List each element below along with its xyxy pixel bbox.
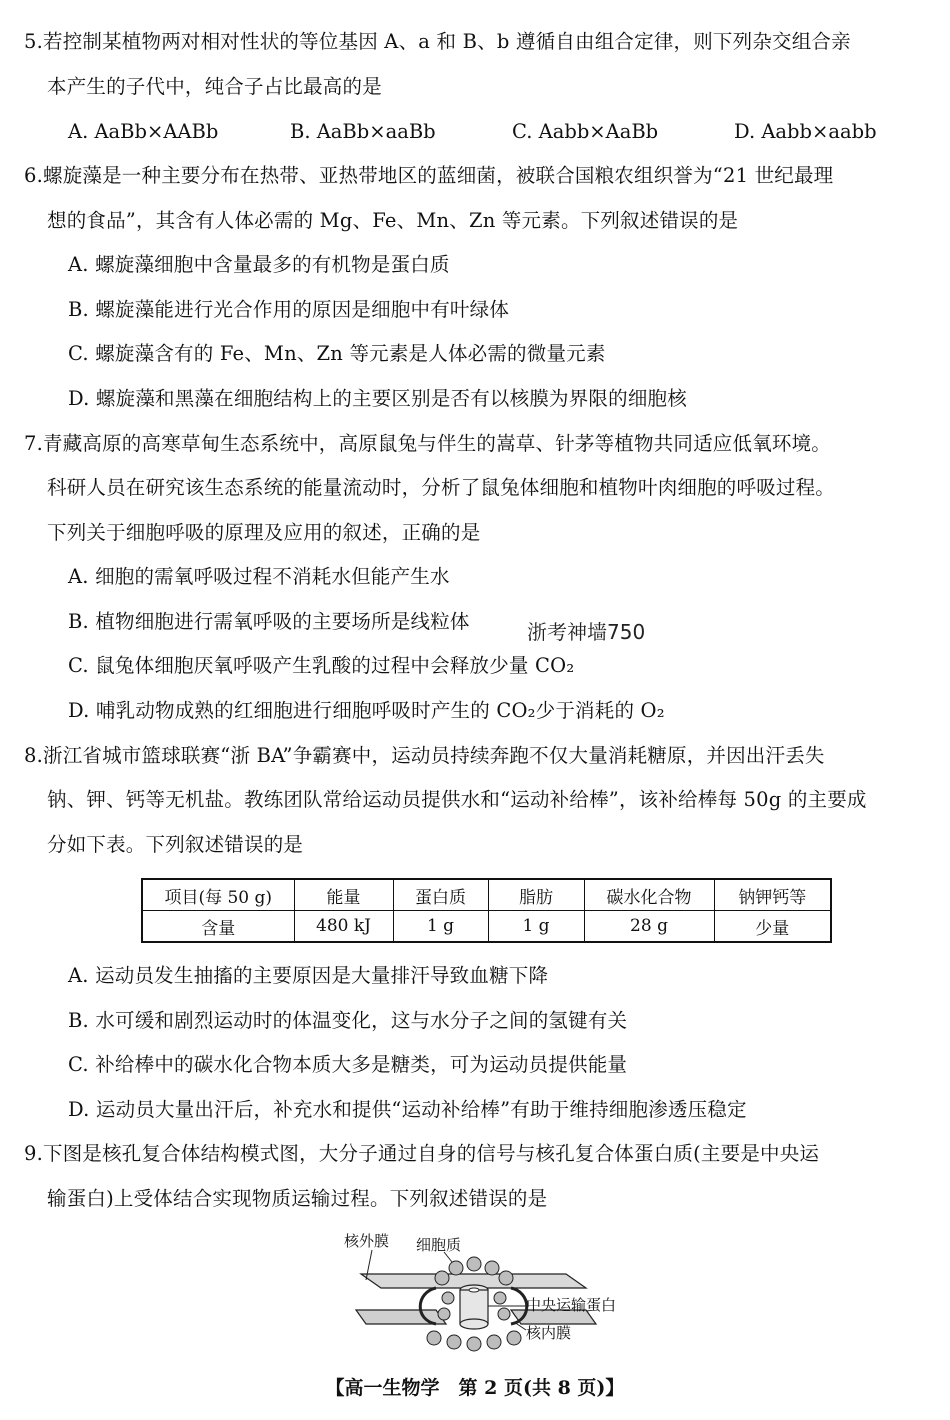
table-header-cell: 碳水化合物 bbox=[584, 879, 714, 911]
q6-option-d: D. 螺旋藻和黑藻在细胞结构上的主要区别是否有以核膜为界限的细胞核 bbox=[68, 387, 687, 410]
q7-option-c: C. 鼠兔体细胞厌氧呼吸产生乳酸的过程中会释放少量 CO₂ bbox=[68, 654, 575, 677]
q8-stem-line2: 钠、钾、钙等无机盐。教练团队常给运动员提供水和“运动补给棒”，该补给棒每 50g 的主要成 bbox=[47, 788, 867, 811]
q8-option-d: D. 运动员大量出汗后，补充水和提供“运动补给棒”有助于维持细胞渗透压稳定 bbox=[68, 1098, 747, 1121]
central-protein-bottom bbox=[460, 1319, 488, 1329]
table-cell: 少量 bbox=[714, 911, 831, 943]
label-central-protein: 中央运输蛋白 bbox=[526, 1296, 617, 1314]
q9-stem-line1: 9.下图是核孔复合体结构模式图，大分子通过自身的信号与核孔复合体蛋白质(主要是中央运 bbox=[24, 1142, 820, 1165]
nutrition-table bbox=[141, 878, 832, 943]
table-header-cell: 能量 bbox=[294, 879, 393, 911]
central-protein-channel bbox=[469, 1288, 479, 1292]
q5-stem-line2: 本产生的子代中，纯合子占比最高的是 bbox=[47, 75, 382, 98]
table-cell: 1 g bbox=[393, 911, 488, 943]
q5-options bbox=[0, 120, 950, 144]
q9-stem-line2: 输蛋白)上受体结合实现物质运输过程。下列叙述错误的是 bbox=[47, 1187, 548, 1210]
table-row bbox=[142, 911, 831, 943]
q5-stem-line1: 5.若控制某植物两对相对性状的等位基因 A、a 和 B、b 遵循自由组合定律，则下列杂交组合亲 bbox=[24, 30, 851, 53]
page-footer: 【高一生物学 第 2 页(共 8 页)】 bbox=[325, 1377, 625, 1399]
nuclear-pore-diagram bbox=[336, 1230, 636, 1355]
q7-stem-line1: 7.青藏高原的高寒草甸生态系统中，高原鼠兔与伴生的嵩草、针茅等植物共同适应低氧环境。 bbox=[24, 432, 832, 455]
table-header-cell: 项目(每 50 g) bbox=[142, 879, 294, 911]
q6-option-b: B. 螺旋藻能进行光合作用的原因是细胞中有叶绿体 bbox=[68, 298, 510, 321]
q6-stem-line1: 6.螺旋藻是一种主要分布在热带、亚热带地区的蓝细菌，被联合国粮农组织誉为“21 世纪最理 bbox=[24, 164, 834, 187]
table-cell: 480 kJ bbox=[294, 911, 393, 943]
label-cytoplasm: 细胞质 bbox=[416, 1236, 462, 1254]
table-cell: 28 g bbox=[584, 911, 714, 943]
q6-option-a: A. 螺旋藻细胞中含量最多的有机物是蛋白质 bbox=[68, 253, 450, 276]
table-header-cell: 蛋白质 bbox=[393, 879, 488, 911]
q8-stem-line1: 8.浙江省城市篮球联赛“浙 BA”争霸赛中，运动员持续奔跑不仅大量消耗糖原，并因出汗丢失 bbox=[24, 744, 825, 767]
q7-stem-line2: 科研人员在研究该生态系统的能量流动时，分析了鼠兔体细胞和植物叶肉细胞的呼吸过程。 bbox=[47, 476, 836, 499]
table-cell: 1 g bbox=[488, 911, 584, 943]
q8-stem-line3: 分如下表。下列叙述错误的是 bbox=[47, 833, 304, 856]
q7-option-b: B. 植物细胞进行需氧呼吸的主要场所是线粒体 bbox=[68, 610, 470, 633]
q6-option-c: C. 螺旋藻含有的 Fe、Mn、Zn 等元素是人体必需的微量元素 bbox=[68, 342, 606, 365]
q5-option-c: C. Aabb×AaBb bbox=[512, 120, 659, 143]
q5-option-d: D. Aabb×aabb bbox=[734, 120, 877, 143]
table-cell: 含量 bbox=[142, 911, 294, 943]
q6-stem-line2: 想的食品”，其含有人体必需的 Mg、Fe、Mn、Zn 等元素。下列叙述错误的是 bbox=[47, 209, 739, 232]
q7-option-d: D. 哺乳动物成熟的红细胞进行细胞呼吸时产生的 CO₂少于消耗的 O₂ bbox=[68, 699, 665, 722]
label-inner-membrane: 核内膜 bbox=[526, 1324, 572, 1342]
table-header-cell: 钠钾钙等 bbox=[714, 879, 831, 911]
q7-stem-line3: 下列关于细胞呼吸的原理及应用的叙述，正确的是 bbox=[47, 521, 481, 544]
label-outer-membrane: 核外膜 bbox=[344, 1232, 390, 1250]
q8-option-b: B. 水可缓和剧烈运动时的体温变化，这与水分子之间的氢键有关 bbox=[68, 1009, 628, 1032]
q8-option-c: C. 补给棒中的碳水化合物本质大多是糖类，可为运动员提供能量 bbox=[68, 1053, 628, 1076]
q5-option-b: B. AaBb×aaBb bbox=[290, 120, 436, 143]
watermark-text: 浙考神墙750 bbox=[527, 620, 646, 644]
table-header-row bbox=[142, 879, 831, 911]
q7-option-a: A. 细胞的需氧呼吸过程不消耗水但能产生水 bbox=[68, 565, 450, 588]
q5-option-a: A. AaBb×AABb bbox=[68, 120, 219, 143]
table-header-cell: 脂肪 bbox=[488, 879, 584, 911]
q8-option-a: A. 运动员发生抽搐的主要原因是大量排汗导致血糖下降 bbox=[68, 964, 549, 987]
